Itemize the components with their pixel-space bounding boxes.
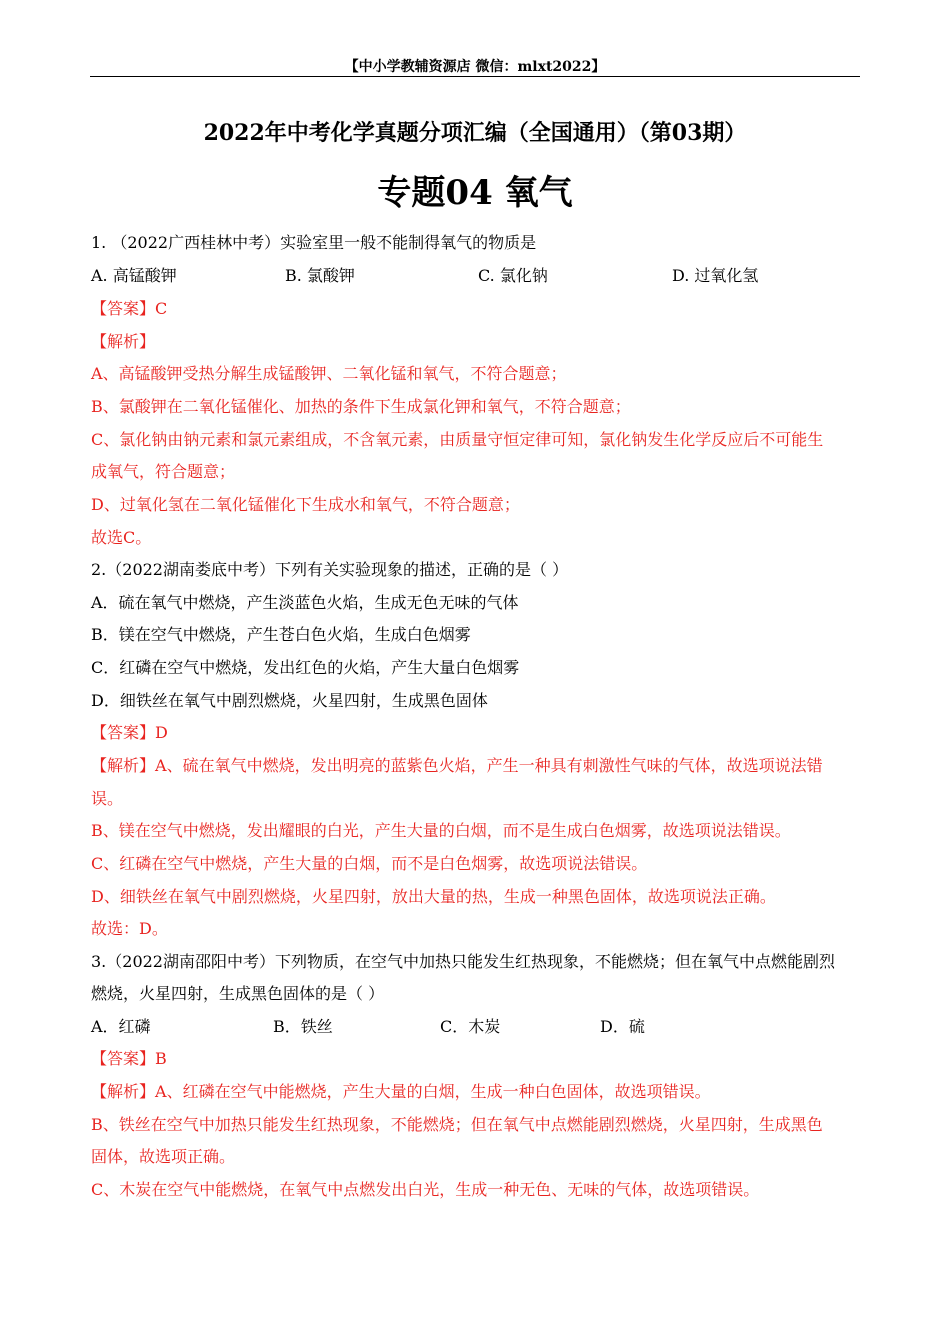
answer-value: B <box>155 1049 167 1068</box>
q1-option-b: B. 氯酸钾 <box>285 266 355 285</box>
q1-option-c: C. 氯化钠 <box>478 266 548 285</box>
q2-option-d: D．细铁丝在氧气中剧烈燃烧，火星四射，生成黑色固体 <box>91 691 488 710</box>
answer-label: 【答案】 <box>91 1049 156 1068</box>
q1-option-d: D. 过氧化氢 <box>672 266 759 285</box>
q2-option-a: A．硫在氧气中燃烧，产生淡蓝色火焰，生成无色无味的气体 <box>91 593 519 612</box>
q2-option-c: C．红磷在空气中燃烧，发出红色的火焰，产生大量白色烟雾 <box>91 658 520 677</box>
q2-option-b: B．镁在空气中燃烧，产生苍白色火焰，生成白色烟雾 <box>91 625 471 644</box>
q1-option-a: A. 高锰酸钾 <box>91 266 177 285</box>
analysis-text: A、红磷在空气中能燃烧，产生大量的白烟，生成一种白色固体，故选项错误。 <box>155 1082 711 1101</box>
q1-conclusion: 故选C。 <box>91 528 152 547</box>
topic-title: 专题04 氧气 <box>377 173 573 213</box>
analysis-label: 【解析】 <box>91 756 156 775</box>
q1-analysis-line: A、高锰酸钾受热分解生成锰酸钾、二氧化锰和氧气，不符合题意； <box>91 364 567 383</box>
analysis-text: A、硫在氧气中燃烧，发出明亮的蓝紫色火焰，产生一种具有刺激性气味的气体，故选项说法错 <box>155 756 823 775</box>
q2-analysis-first <box>91 755 823 777</box>
q3-analysis-line: 固体，故选项正确。 <box>91 1147 236 1166</box>
q1-analysis-line: D、过氧化氢在二氧化锰催化下生成水和氧气，不符合题意； <box>91 495 520 514</box>
q2-answer <box>91 722 168 744</box>
q2-analysis-line: 误。 <box>91 789 124 808</box>
q3-option-c: C．木炭 <box>440 1017 501 1036</box>
answer-value: C <box>155 299 168 318</box>
q1-analysis-line: C、氯化钠由钠元素和氯元素组成，不含氧元素，由质量守恒定律可知，氯化钠发生化学反应后不可能生 <box>91 430 824 449</box>
q3-stem-line: 3.（2022湖南邵阳中考）下列物质，在空气中加热只能发生红热现象，不能燃烧；但在氧气中点燃能剧烈 <box>91 952 835 971</box>
q3-analysis-line: B、铁丝在空气中加热只能发生红热现象，不能燃烧；但在氧气中点燃能剧烈燃烧，火星四射，生成黑色 <box>91 1115 823 1134</box>
q1-analysis-line: 成氧气，符合题意； <box>91 462 236 481</box>
answer-value: D <box>155 723 168 742</box>
page-header: 【中小学教辅资源店 微信：mlxt2022】 <box>344 59 606 75</box>
q3-option-a: A．红磷 <box>91 1017 151 1036</box>
q2-analysis-line: C、红磷在空气中燃烧，产生大量的白烟，而不是白色烟雾，故选项说法错误。 <box>91 854 648 873</box>
header-divider <box>90 76 860 77</box>
q3-answer <box>91 1048 167 1070</box>
document-title: 2022年中考化学真题分项汇编（全国通用）（第03期） <box>203 120 747 146</box>
q1-analysis-label: 【解析】 <box>91 332 156 351</box>
q2-analysis-line: B、镁在空气中燃烧，发出耀眼的白光，产生大量的白烟，而不是生成白色烟雾，故选项说法错误。 <box>91 821 791 840</box>
q2-analysis-line: D、细铁丝在氧气中剧烈燃烧，火星四射，放出大量的热，生成一种黑色固体，故选项说法正确。 <box>91 887 776 906</box>
q3-option-d: D．硫 <box>600 1017 645 1036</box>
q1-stem: 1. （2022广西桂林中考）实验室里一般不能制得氧气的物质是 <box>91 233 537 252</box>
answer-label: 【答案】 <box>91 299 156 318</box>
q3-analysis-line: C、木炭在空气中能燃烧，在氧气中点燃发出白光，生成一种无色、无味的气体，故选项错误。 <box>91 1180 760 1199</box>
analysis-label: 【解析】 <box>91 1082 156 1101</box>
answer-label: 【答案】 <box>91 723 156 742</box>
q1-answer <box>91 298 167 320</box>
q2-conclusion: 故选：D。 <box>91 919 168 938</box>
q3-analysis-first <box>91 1081 711 1103</box>
q2-stem: 2.（2022湖南娄底中考）下列有关实验现象的描述，正确的是（ ） <box>91 560 569 579</box>
q3-stem-line: 燃烧，火星四射，生成黑色固体的是（ ） <box>91 984 385 1003</box>
q3-option-b: B．铁丝 <box>273 1017 333 1036</box>
q1-analysis-line: B、氯酸钾在二氧化锰催化、加热的条件下生成氯化钾和氧气，不符合题意； <box>91 397 631 416</box>
